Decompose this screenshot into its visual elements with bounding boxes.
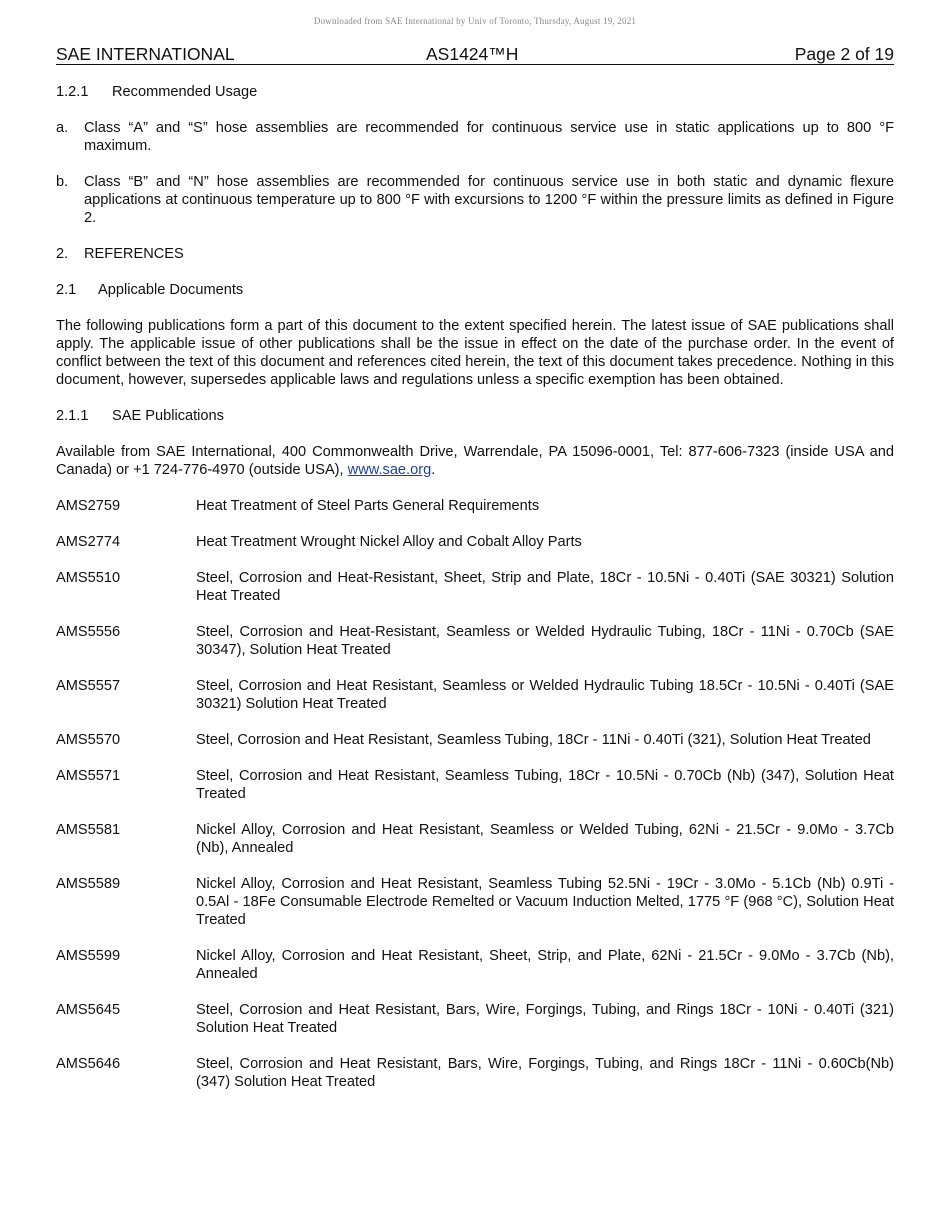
reference-row (56, 947, 894, 983)
availability-text: Available from SAE International, 400 Commonwealth Drive, Warrendale, PA 15096-0001, Tel: 877-606-7323 (inside USA and Canada) or +1 724-776-4970 (outside USA), (56, 444, 894, 478)
reference-description: Steel, Corrosion and Heat Resistant, Bars, Wire, Forgings, Tubing, and Rings 18Cr - 11Ni - 0.60Cb(Nb) (347) Solution Heat Treated (196, 1056, 894, 1090)
usage-item-b (56, 173, 894, 227)
applicable-documents-paragraph: The following publications form a part of this document to the extent specified herein. The latest issue of SAE publications shall apply. The applicable issue of other publications shall be the issue in effect on the date of the purchase order. In the event of conflict between the text of this document and references cited herein, the text of this document takes precedence. Nothing in this document, however, supersedes applicable laws and regulations unless a specific exemption has been obtained. (56, 318, 894, 388)
page-header (56, 44, 894, 65)
reference-row (56, 623, 894, 659)
sae-website-link[interactable]: www.sae.org (347, 462, 432, 478)
reference-code: AMS5557 (56, 678, 121, 694)
section-number: 1.2.1 (56, 84, 89, 100)
section-number: 2.1.1 (56, 408, 89, 424)
reference-code: AMS5570 (56, 732, 121, 748)
download-watermark: Downloaded from SAE International by Univ of Toronto, Thursday, August 19, 2021 (313, 16, 637, 26)
document-body (56, 83, 894, 1109)
reference-row (56, 1001, 894, 1037)
reference-description: Nickel Alloy, Corrosion and Heat Resistant, Seamless Tubing 52.5Ni - 19Cr - 3.0Mo - 5.1Cb (Nb) 0.9Ti - 0.5Al - 18Fe Consumable Electrode Remelted or Vacuum Induction Melted, 1775 °F (968 °C), Solution Heat Treated (196, 876, 894, 928)
reference-code: AMS5589 (56, 876, 121, 892)
reference-code: AMS5510 (56, 570, 121, 586)
availability-end: . (431, 462, 436, 478)
reference-code: AMS5571 (56, 768, 121, 784)
section-heading-2-1 (56, 281, 894, 299)
reference-code: AMS5646 (56, 1056, 121, 1072)
reference-description: Steel, Corrosion and Heat-Resistant, Sheet, Strip and Plate, 18Cr - 10.5Ni - 0.40Ti (SAE 30321) Solution Heat Treated (196, 570, 894, 604)
reference-row (56, 731, 894, 749)
reference-row (56, 677, 894, 713)
reference-code: AMS5581 (56, 822, 121, 838)
section-heading-1-2-1 (56, 83, 894, 101)
header-page-number: Page 2 of 19 (794, 44, 894, 64)
reference-description: Heat Treatment of Steel Parts General Requirements (196, 498, 540, 514)
reference-code: AMS5556 (56, 624, 121, 640)
reference-description: Steel, Corrosion and Heat Resistant, Seamless Tubing, 18Cr - 10.5Ni - 0.70Cb (Nb) (347), Solution Heat Treated (196, 768, 894, 802)
reference-code: AMS5599 (56, 948, 121, 964)
reference-row (56, 767, 894, 803)
reference-description: Steel, Corrosion and Heat-Resistant, Seamless or Welded Hydraulic Tubing, 18Cr - 11Ni - 0.70Cb (SAE 30347), Solution Heat Treated (196, 624, 894, 658)
usage-item-text: Class “B” and “N” hose assemblies are recommended for continuous service use in both static and dynamic flexure applications at continuous temperature up to 800 °F with excursions to 1200 °F within the pressure limits as defined in Figure 2. (84, 174, 894, 226)
usage-item-label: a. (56, 120, 69, 136)
section-title: REFERENCES (84, 246, 184, 262)
section-title: Applicable Documents (98, 282, 244, 298)
reference-row (56, 821, 894, 857)
reference-row (56, 497, 894, 515)
reference-code: AMS2774 (56, 534, 121, 550)
section-number: 2.1 (56, 282, 77, 298)
reference-description: Steel, Corrosion and Heat Resistant, Seamless Tubing, 18Cr - 11Ni - 0.40Ti (321), Solution Heat Treated (196, 732, 871, 748)
reference-code: AMS5645 (56, 1002, 121, 1018)
header-organization: SAE INTERNATIONAL (56, 44, 235, 64)
reference-row (56, 569, 894, 605)
reference-description: Nickel Alloy, Corrosion and Heat Resistant, Sheet, Strip, and Plate, 62Ni - 21.5Cr - 9.0Mo - 3.7Cb (Nb), Annealed (196, 948, 894, 982)
section-number: 2. (56, 246, 69, 262)
sae-availability-paragraph (56, 443, 894, 479)
usage-item-text: Class “A” and “S” hose assemblies are recommended for continuous service use in static applications up to 800 °F maximum. (84, 120, 894, 154)
section-heading-2-1-1 (56, 407, 894, 425)
reference-row (56, 533, 894, 551)
section-title: SAE Publications (112, 408, 224, 424)
section-title: Recommended Usage (112, 84, 258, 100)
section-heading-2 (56, 245, 894, 263)
reference-description: Heat Treatment Wrought Nickel Alloy and Cobalt Alloy Parts (196, 534, 582, 550)
usage-item-a (56, 119, 894, 155)
header-document-number: AS1424™H (426, 44, 519, 64)
reference-description: Steel, Corrosion and Heat Resistant, Seamless or Welded Hydraulic Tubing 18.5Cr - 10.5Ni - 0.40Ti (SAE 30321) Solution Heat Treated (196, 678, 894, 712)
reference-row (56, 1055, 894, 1091)
reference-row (56, 875, 894, 929)
reference-description: Steel, Corrosion and Heat Resistant, Bars, Wire, Forgings, Tubing, and Rings 18Cr - 10Ni - 0.40Ti (321) Solution Heat Treated (196, 1002, 894, 1036)
reference-description: Nickel Alloy, Corrosion and Heat Resistant, Seamless or Welded Tubing, 62Ni - 21.5Cr - 9.0Mo - 3.7Cb (Nb), Annealed (196, 822, 894, 856)
reference-code: AMS2759 (56, 498, 121, 514)
usage-item-label: b. (56, 174, 69, 190)
